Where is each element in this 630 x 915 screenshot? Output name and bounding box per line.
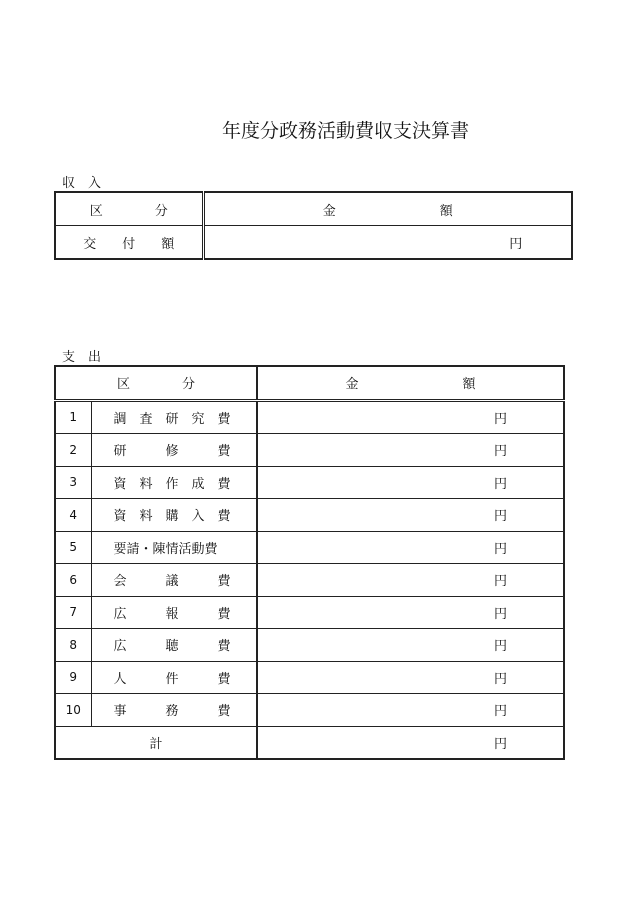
expense-row-item: 事 務 費 <box>91 694 257 727</box>
yen-unit: 円 <box>494 606 508 622</box>
income-header-category: 区 分 <box>55 192 203 226</box>
expense-row <box>55 531 564 564</box>
expense-row-number: 2 <box>55 434 91 467</box>
expense-row-item: 広 聴 費 <box>91 629 257 662</box>
expense-row-number: 4 <box>55 499 91 532</box>
yen-unit: 円 <box>494 736 508 752</box>
yen-unit: 円 <box>494 574 508 590</box>
expense-row-item: 研 修 費 <box>91 434 257 467</box>
expense-row <box>55 400 564 434</box>
expense-row-amount[interactable] <box>257 564 564 597</box>
expense-row-amount[interactable] <box>257 596 564 629</box>
expense-row <box>55 596 564 629</box>
expense-header-category: 区 分 <box>55 366 257 400</box>
expense-row <box>55 564 564 597</box>
expense-row <box>55 499 564 532</box>
expense-row-item: 資 料 購 入 費 <box>91 499 257 532</box>
expense-row <box>55 466 564 499</box>
expense-header-amount: 金 額 <box>257 366 564 400</box>
income-header-row <box>55 192 572 226</box>
expense-row-number: 6 <box>55 564 91 597</box>
yen-unit: 円 <box>494 444 508 460</box>
expense-row-number: 1 <box>55 400 91 434</box>
expense-row-number: 8 <box>55 629 91 662</box>
yen-unit: 円 <box>494 671 508 687</box>
income-row-category: 交 付 額 <box>55 226 203 260</box>
expense-row-amount[interactable] <box>257 434 564 467</box>
income-row-amount[interactable] <box>203 226 572 260</box>
yen-unit: 円 <box>494 541 508 557</box>
expense-row-amount[interactable] <box>257 400 564 434</box>
yen-unit: 円 <box>494 476 508 492</box>
yen-unit: 円 <box>509 236 523 252</box>
expense-total-label: 計 <box>55 726 257 759</box>
expense-row-number: 9 <box>55 661 91 694</box>
expense-row <box>55 694 564 727</box>
yen-unit: 円 <box>494 704 508 720</box>
yen-unit: 円 <box>494 509 508 525</box>
expense-row <box>55 434 564 467</box>
document-title: 年度分政務活動費収支決算書 <box>222 120 470 142</box>
expense-row-amount[interactable] <box>257 661 564 694</box>
income-header-amount: 金 額 <box>203 192 572 226</box>
expense-total-row <box>55 726 564 759</box>
expense-row-number: 7 <box>55 596 91 629</box>
expense-row-item: 要請・陳情活動費 <box>91 531 257 564</box>
expense-row-amount[interactable] <box>257 629 564 662</box>
expense-row-item: 人 件 費 <box>91 661 257 694</box>
income-section-label: 収 入 <box>62 176 102 191</box>
income-row <box>55 226 572 260</box>
expense-row-amount[interactable] <box>257 466 564 499</box>
expense-row-item: 調 査 研 究 費 <box>91 400 257 434</box>
yen-unit: 円 <box>494 639 508 655</box>
expense-row-item: 会 議 費 <box>91 564 257 597</box>
expense-row-item: 資 料 作 成 費 <box>91 466 257 499</box>
expense-row-number: 10 <box>55 694 91 727</box>
expense-table <box>54 365 565 760</box>
expense-row-item: 広 報 費 <box>91 596 257 629</box>
expense-row-amount[interactable] <box>257 531 564 564</box>
expense-row-amount[interactable] <box>257 694 564 727</box>
expense-row-number: 5 <box>55 531 91 564</box>
expense-section-label: 支 出 <box>62 350 102 365</box>
expense-row-number: 3 <box>55 466 91 499</box>
expense-row-amount[interactable] <box>257 499 564 532</box>
expense-row <box>55 629 564 662</box>
income-table <box>54 191 573 260</box>
expense-row <box>55 661 564 694</box>
expense-header-row <box>55 366 564 400</box>
yen-unit: 円 <box>494 411 508 427</box>
expense-total-amount[interactable] <box>257 726 564 759</box>
